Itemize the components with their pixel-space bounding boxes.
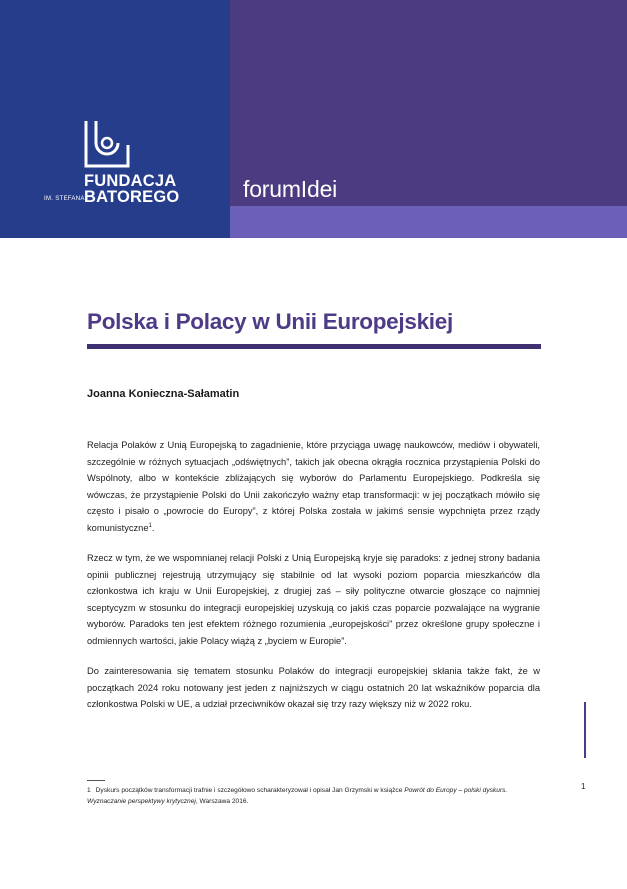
page-number: 1 [581,782,586,791]
fundacja-logo-icon [84,119,130,168]
footnote [87,786,542,807]
footnote-text-end: , Warszawa 2016. [195,797,249,805]
footnote-rule [87,780,105,781]
paragraph [87,437,540,536]
footnote-number: 1 [87,787,91,794]
footnote-text: Dyskurs początków transformacji trafnie i szczegółowo scharakteryzował i opisał Jan Grzymski w książce [95,787,405,794]
series-title: forumIdei [243,176,338,202]
author-name: Joanna Konieczna-Sałamatin [87,388,240,400]
paragraph-end: . [151,522,155,533]
logo-text-fundacja: FUNDACJA [84,172,177,190]
paragraph: Do zainteresowania się tematem stosunku Polaków do integracji europejskiej skłania także fakt, że w początkach 2024 roku notowany jest jeden z najniższych w ciągu ostatnich 20 lat wskaźników poparcia dla członkostwa Polski w UE, a udział przeciwników okazał się trzy razy większy niż w 2022 roku. [87,666,540,709]
footnote-book-title: Powrót do Europy – polski dyskurs. Wyznaczanie perspektywy krytycznej [87,787,508,805]
header-band [230,206,627,238]
title-underline [87,344,541,349]
footnote-marker[interactable]: 1 [148,522,152,529]
paragraph: Rzecz w tym, że we wspomnianej relacji Polski z Unią Europejską kryje się paradoks: z jednej strony badania opinii publicznej rejestrują utrzymujący się stabilnie od lat wysoki poziom poparcia mieszkańców dla członkostwa ich kraju w Unii Europejskiej, z drugiej zaś – siły polityczne otwarcie głoszące co najmniej sceptycyzm w stosunku do integracji europejskiej uzyskują co jakiś czas poparcie pozwalające na wygranie wyborów. Paradoks ten jest efektem różnego rozumienia „europejskości” przez określone grupy społeczne i odmiennych wartości, jakie Polacy wiążą z „byciem w Europie”. [87,553,540,646]
logo-text-im-stefana: IM. STEFANA [44,196,85,202]
header [0,0,627,238]
article-body [87,437,540,727]
side-rule [584,702,586,758]
paragraph-text: Relacja Polaków z Unią Europejską to zagadnienie, które przyciąga uwagę naukowców, mediów i obywateli, szczególnie w różnych sytuacjach „odświętnych”, takich jak obecna okrągła rocznica przystąpienia Polski do Wspólnoty, albo w kontekście zbliżających się wyborów do Parlamentu Europejskiego. Podkreśla się wówczas, że przystąpienie Polski do Unii zakończyło ważny etap transformacji: w jej początkach mówiło się często i pisało o „powrocie do Europy”, z której Polska została w jakimś sensie wypchnięta przez rządy komunistyczne [87,440,540,533]
logo-text-batorego: BATOREGO [84,188,180,206]
article-title: Polska i Polacy w Unii Europejskiej [87,309,453,334]
